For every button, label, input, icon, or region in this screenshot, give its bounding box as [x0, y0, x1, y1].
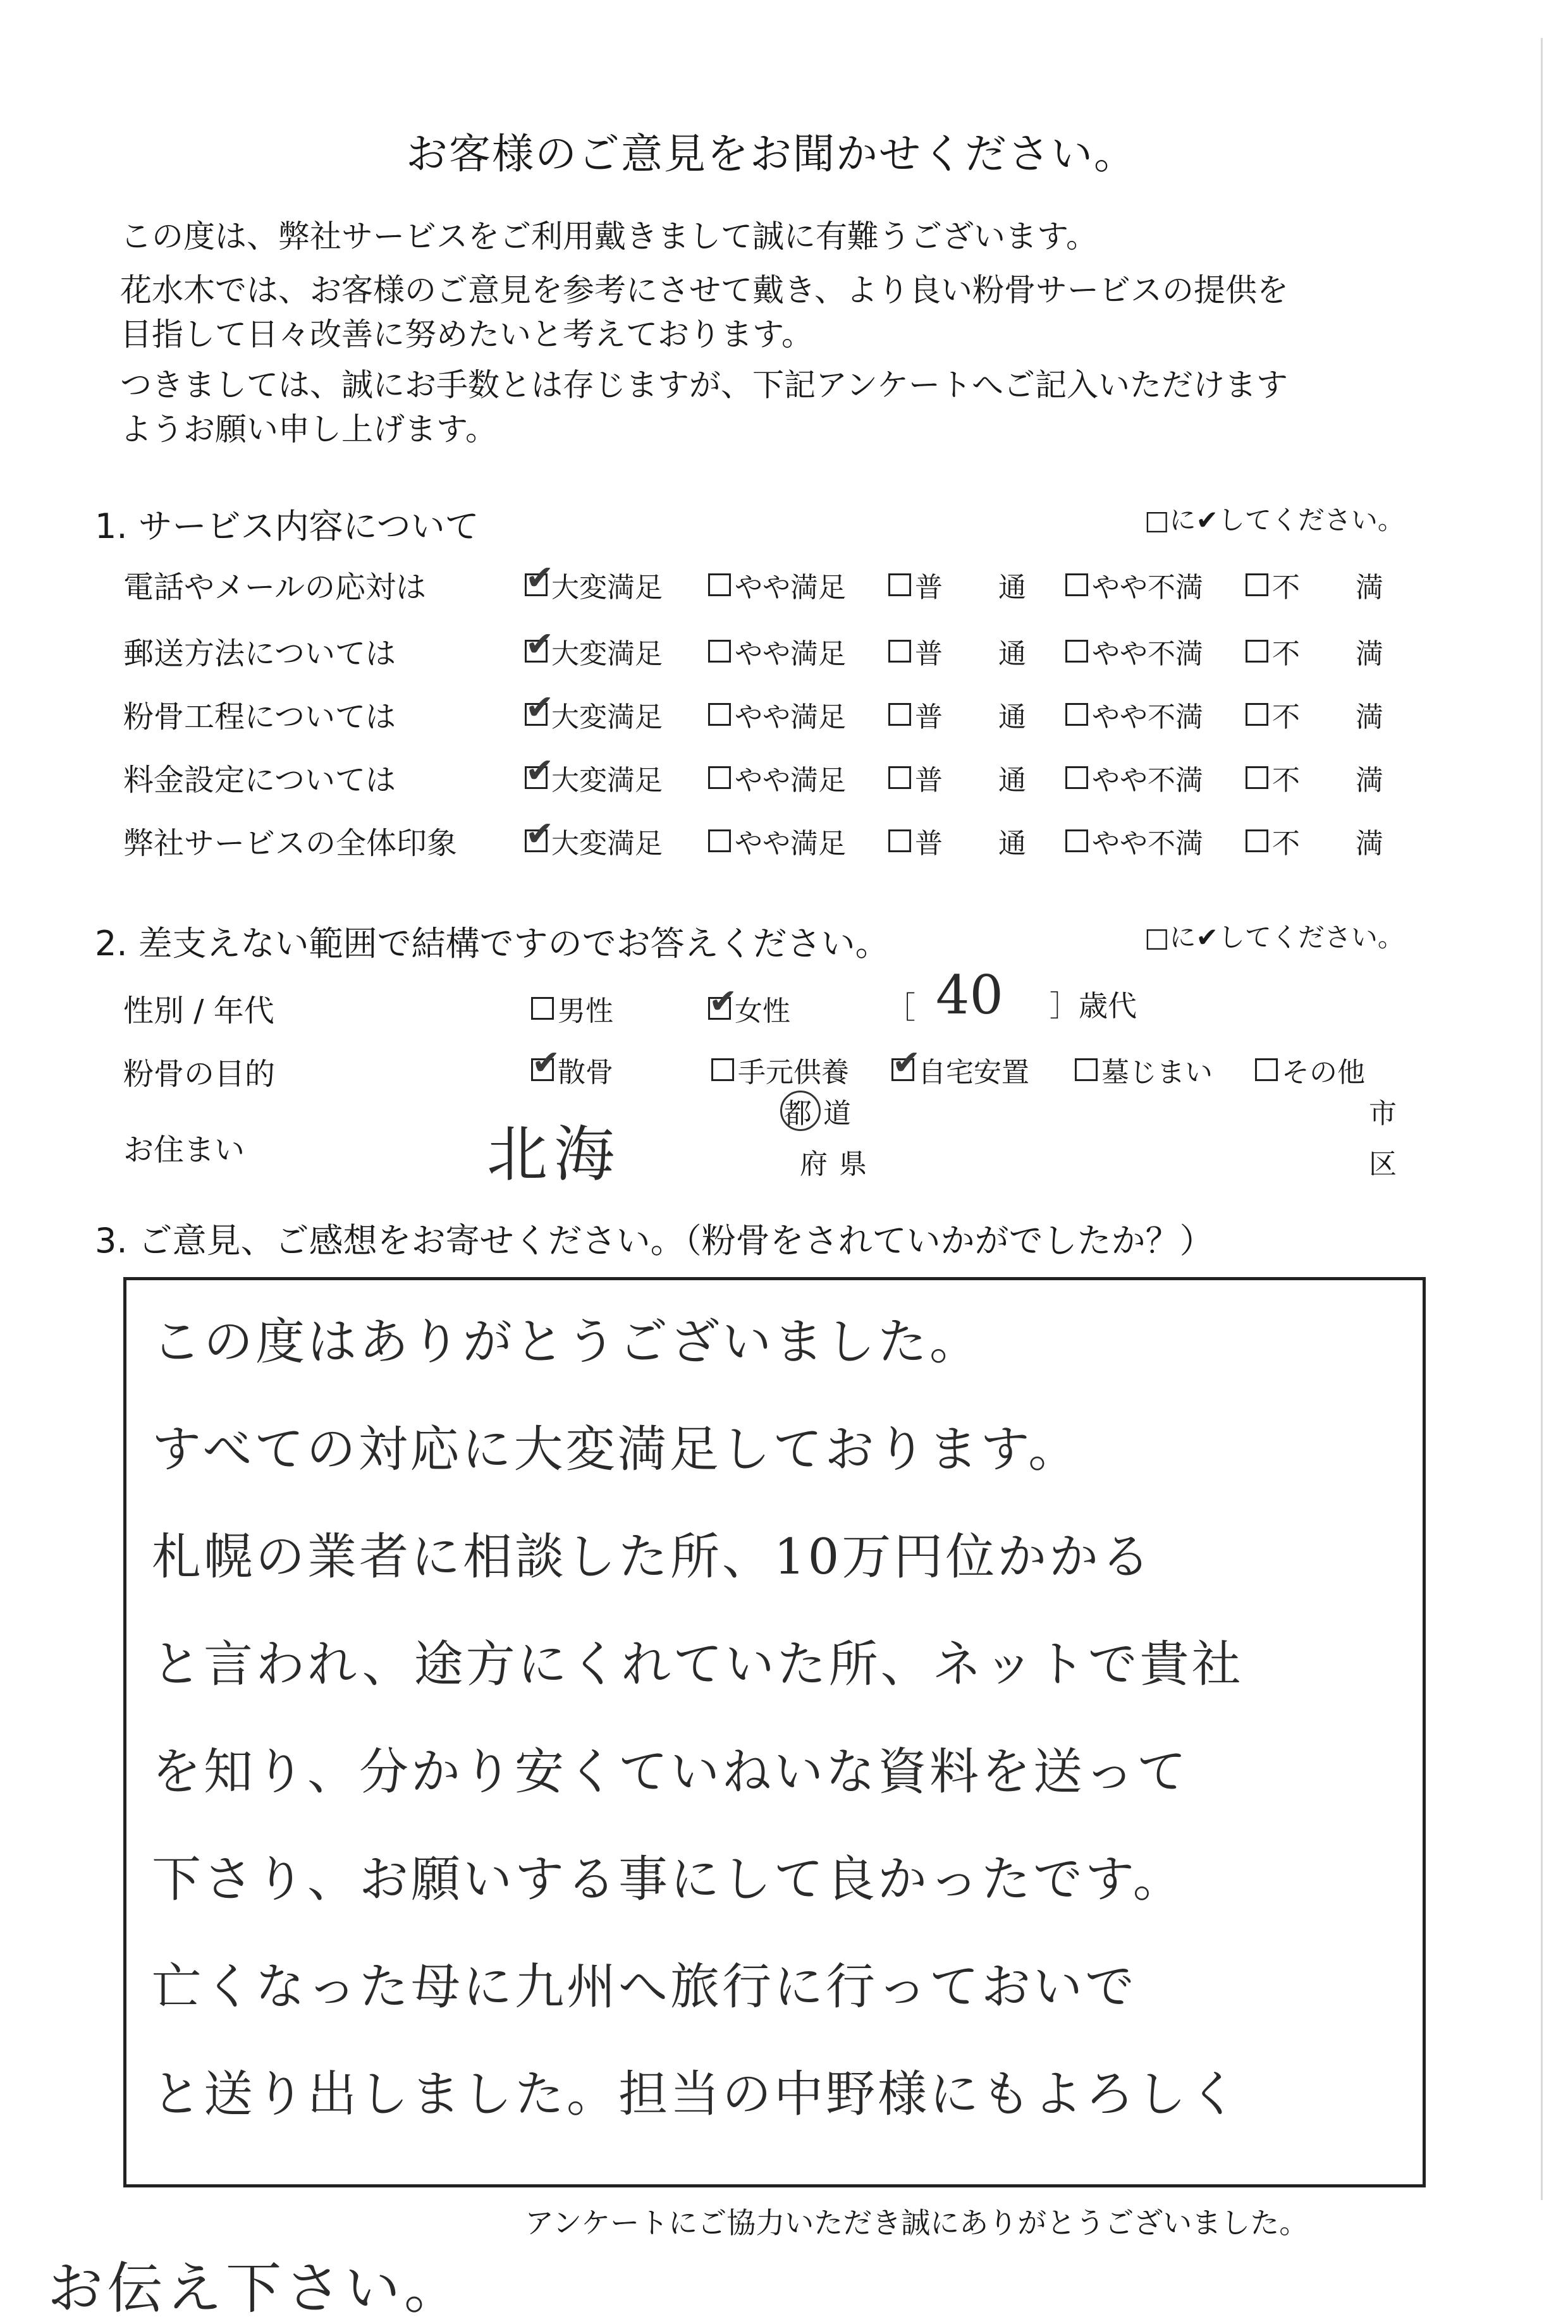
rating-option[interactable] [888, 757, 1026, 798]
comment-line: と言われ、途方にくれていた所、ネットで貴社 [152, 1636, 1244, 1693]
rating-checkbox[interactable] [708, 573, 731, 596]
rating-option-label: 大変満足 [551, 701, 663, 733]
rating-option-label: 普 通 [915, 572, 1026, 604]
rating-option[interactable] [1065, 565, 1203, 605]
age-value[interactable]: 40 [936, 964, 1003, 1026]
rating-option-label: 大変満足 [551, 828, 663, 860]
rating-option-label: 普 通 [915, 764, 1026, 797]
gender-option-female[interactable] [708, 988, 790, 1029]
rating-option-label: 大変満足 [551, 764, 663, 797]
rating-checkbox[interactable] [525, 573, 548, 596]
question-label: 料金設定については [123, 762, 396, 798]
rating-option-label: やや満足 [735, 828, 846, 860]
question-label: 郵送方法については [123, 636, 396, 671]
rating-option-label: やや不満 [1092, 701, 1203, 733]
comment-line: 下さり、お願いする事にして良かったです。 [152, 1851, 1185, 1908]
residence-label: お住まい [123, 1132, 245, 1168]
rating-option-label: やや満足 [735, 572, 846, 604]
intro-line-1: この度は、弊社サービスをご利用戴きまして誠に有難うございます。 [120, 218, 1098, 255]
rating-option[interactable] [708, 757, 846, 798]
rating-option-label: 不 満 [1272, 701, 1383, 733]
rating-checkbox[interactable] [708, 766, 731, 789]
rating-checkbox[interactable] [1246, 703, 1268, 726]
purpose-grave-label: 墓じまい [1101, 1056, 1213, 1089]
purpose-grave-checkbox[interactable] [1075, 1058, 1098, 1081]
intro-line-5: ようお願い申し上げます。 [120, 411, 497, 448]
scan-edge [1541, 38, 1543, 2200]
section1-heading: 1. サービス内容について [95, 506, 479, 546]
purpose-home-label: 自宅安置 [918, 1056, 1029, 1089]
gender-age-label: 性別 / 年代 [123, 993, 274, 1029]
rating-option[interactable] [708, 694, 846, 735]
purpose-temoto-checkbox[interactable] [711, 1058, 734, 1081]
rating-option-label: 普 通 [915, 701, 1026, 733]
rating-option-label: 不 満 [1272, 638, 1383, 670]
rating-checkbox[interactable] [1065, 573, 1088, 596]
rating-option[interactable] [1065, 631, 1203, 671]
purpose-option-home[interactable] [891, 1049, 1029, 1090]
question-label: 粉骨工程については [123, 699, 396, 735]
rating-option-label: やや満足 [735, 764, 846, 797]
rating-checkbox[interactable] [888, 829, 911, 852]
rating-checkbox[interactable] [1065, 640, 1088, 663]
rating-option-label: 不 満 [1272, 572, 1383, 604]
rating-checkbox[interactable] [1246, 573, 1268, 596]
question-label: 電話やメールの応対は [123, 570, 427, 605]
gender-male-checkbox[interactable] [531, 997, 554, 1020]
comment-line: 亡くなった母に九州へ旅行に行っておいで [152, 1959, 1137, 2015]
rating-option-label: 大変満足 [551, 638, 663, 670]
section2-heading: 2. 差支えない範囲で結構ですのでお答えください。 [95, 924, 890, 963]
purpose-temoto-label: 手元供養 [738, 1056, 849, 1089]
rating-option[interactable] [525, 757, 663, 798]
question-label: 弊社サービスの全体印象 [123, 826, 458, 861]
rating-checkbox[interactable] [1065, 766, 1088, 789]
rating-option[interactable] [525, 565, 663, 605]
intro-line-2: 花水木では、お客様のご意見を参考にさせて戴き、より良い粉骨サービスの提供を [120, 272, 1289, 309]
rating-option-label: 不 満 [1272, 764, 1383, 797]
rating-checkbox[interactable] [1065, 829, 1088, 852]
comment-line: 札幌の業者に相談した所、10万円位かかる [152, 1529, 1153, 1586]
gender-female-checkbox[interactable] [708, 997, 731, 1020]
rating-checkbox[interactable] [525, 640, 548, 663]
rating-checkbox[interactable] [525, 766, 548, 789]
rating-option-label: やや満足 [735, 701, 846, 733]
age-bracket-open: ［ [885, 990, 916, 1025]
rating-option[interactable] [1246, 757, 1383, 798]
rating-option[interactable] [1065, 821, 1203, 861]
intro-line-3: 目指して日々改善に努めたいと考えております。 [120, 316, 813, 353]
purpose-home-checkbox[interactable] [891, 1058, 914, 1081]
age-suffix: ］歳代 [1050, 989, 1137, 1023]
rating-option[interactable] [525, 631, 663, 671]
comment-line: すべての対応に大変満足しております。 [152, 1421, 1081, 1478]
rating-checkbox[interactable] [888, 703, 911, 726]
purpose-scatter-label: 散骨 [558, 1056, 613, 1089]
rating-option[interactable] [708, 821, 846, 861]
purpose-option-scatter[interactable] [531, 1049, 613, 1090]
rating-option[interactable] [1246, 694, 1383, 735]
gender-option-male[interactable] [531, 988, 613, 1029]
rating-checkbox[interactable] [708, 829, 731, 852]
residence-value[interactable]: 北海 [487, 1119, 621, 1190]
rating-option-label: 普 通 [915, 828, 1026, 860]
page-title: お客様のご意見をお聞かせください。 [406, 130, 1137, 178]
rating-checkbox[interactable] [1246, 766, 1268, 789]
rating-option-label: やや不満 [1092, 638, 1203, 670]
rating-option[interactable] [1065, 694, 1203, 735]
purpose-option-temoto[interactable] [711, 1049, 849, 1090]
rating-checkbox[interactable] [708, 703, 731, 726]
section3-heading: 3. ご意見、ご感想をお寄せください。（粉骨をされていかがでしたか？） [95, 1221, 1214, 1261]
city-label-bottom: 区 [1369, 1148, 1397, 1180]
rating-checkbox[interactable] [708, 640, 731, 663]
rating-option[interactable] [888, 565, 1026, 605]
rating-checkbox[interactable] [888, 766, 911, 789]
gender-male-label: 男性 [558, 995, 613, 1027]
rating-option-label: やや不満 [1092, 764, 1203, 797]
rating-checkbox[interactable] [1246, 829, 1268, 852]
rating-option[interactable] [525, 694, 663, 735]
rating-checkbox[interactable] [888, 640, 911, 663]
rating-option[interactable] [1246, 565, 1383, 605]
rating-checkbox[interactable] [1065, 703, 1088, 726]
purpose-other-checkbox[interactable] [1255, 1058, 1278, 1081]
rating-option-label: やや不満 [1092, 572, 1203, 604]
rating-option[interactable] [1065, 757, 1203, 798]
comment-line: と送り出しました。担当の中野様にもよろしく [152, 2066, 1241, 2123]
section1-hint: □に✔してください。 [1144, 505, 1404, 535]
rating-option-label: やや満足 [735, 638, 846, 670]
purpose-scatter-checkbox[interactable] [531, 1058, 554, 1081]
rating-option[interactable] [708, 631, 846, 671]
footer-thanks: アンケートにご協力いただき誠にありがとうございました。 [525, 2206, 1309, 2240]
purpose-label: 粉骨の目的 [123, 1056, 276, 1092]
prefecture-label-top: 都道 [784, 1098, 862, 1130]
rating-checkbox[interactable] [525, 829, 548, 852]
rating-option[interactable] [1246, 821, 1383, 861]
rating-option[interactable] [708, 565, 846, 605]
rating-option[interactable] [888, 694, 1026, 735]
intro-line-4: つきましては、誠にお手数とは存じますが、下記アンケートへご記入いただけます [120, 367, 1288, 403]
rating-option-label: 大変満足 [551, 572, 663, 604]
prefecture-label-bottom: 府県 [800, 1148, 878, 1180]
rating-option[interactable] [525, 821, 663, 861]
rating-checkbox[interactable] [888, 573, 911, 596]
purpose-option-other[interactable] [1255, 1049, 1365, 1090]
purpose-option-grave[interactable] [1075, 1049, 1213, 1090]
comment-line: を知り、分かり安くていねいな資料を送って [152, 1744, 1189, 1801]
section2-hint: □に✔してください。 [1144, 922, 1404, 953]
rating-checkbox[interactable] [1246, 640, 1268, 663]
prefecture-circle-mark [780, 1091, 821, 1131]
purpose-other-label: その他 [1282, 1056, 1365, 1089]
rating-option[interactable] [888, 631, 1026, 671]
gender-female-label: 女性 [735, 995, 790, 1027]
comment-line: この度はありがとうございました。 [152, 1314, 982, 1371]
rating-option-label: やや不満 [1092, 828, 1203, 860]
rating-option[interactable] [1246, 631, 1383, 671]
comment-continuation: お伝え下さい。 [47, 2256, 464, 2321]
rating-checkbox[interactable] [525, 703, 548, 726]
city-label-top: 市 [1369, 1098, 1397, 1130]
rating-option-label: 普 通 [915, 638, 1026, 670]
rating-option-label: 不 満 [1272, 828, 1383, 860]
rating-option[interactable] [888, 821, 1026, 861]
